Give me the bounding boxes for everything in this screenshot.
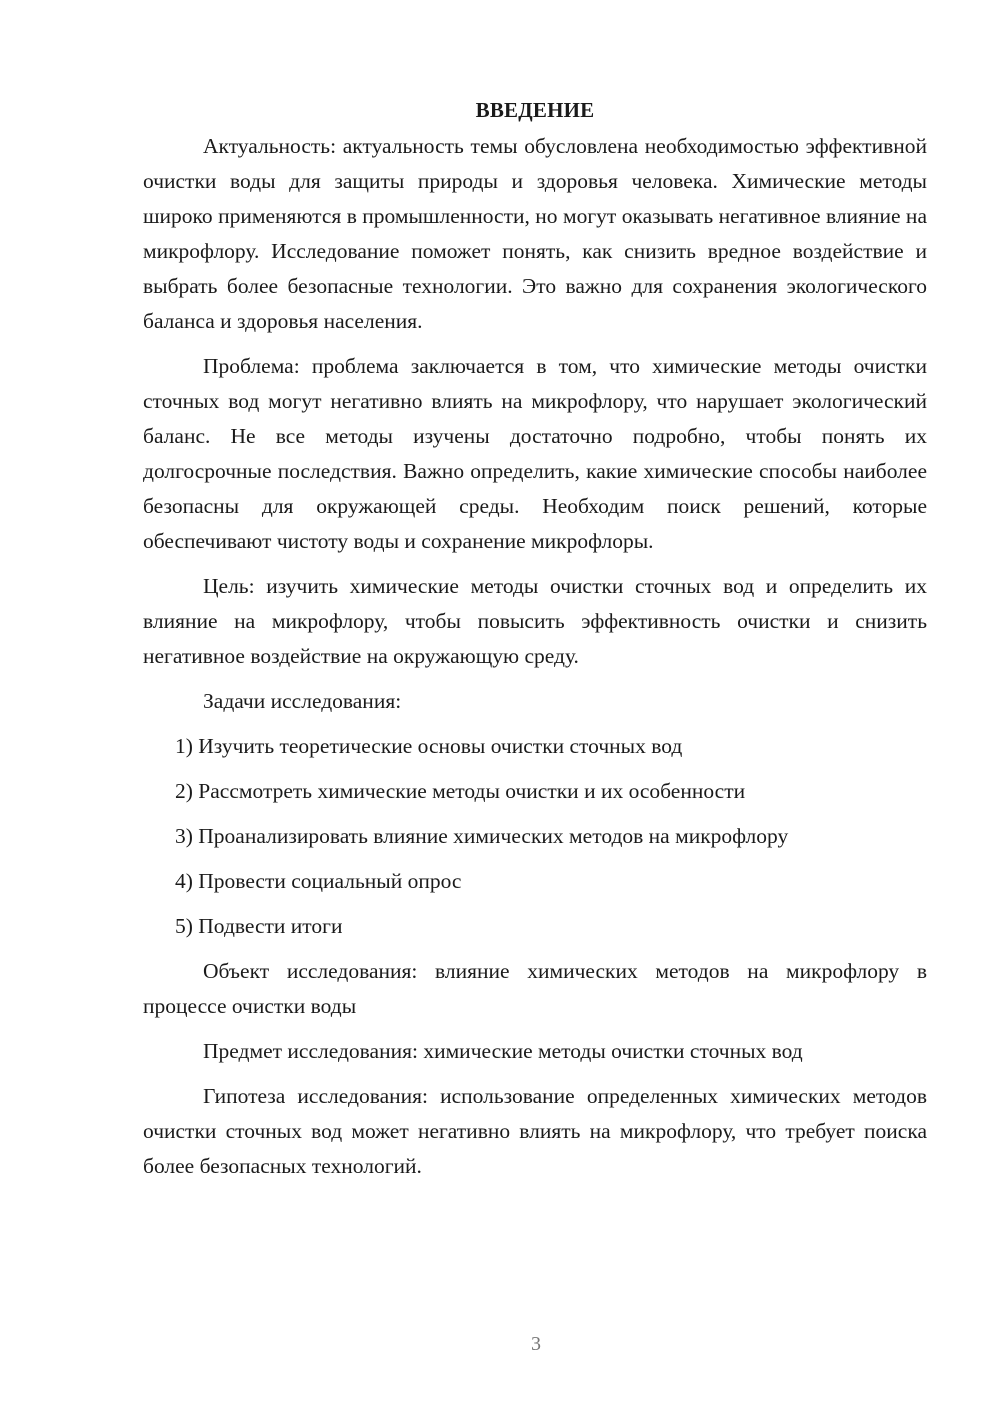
tasks-title: Задачи исследования:	[203, 689, 402, 713]
task-item-4: 4) Провести социальный опрос	[175, 869, 462, 893]
task-item-3: 3) Проанализировать влияние химических методов на микрофлору	[175, 824, 789, 848]
object-paragraph: Объект исследования: влияние химических методов на микрофлору в процессе очистки воды	[143, 959, 927, 1018]
relevance-paragraph: Актуальность: актуальность темы обусловлена необходимостью эффективной очистки воды для защиты природы и здоровья человека. Химические методы широко применяются в промышленности, но могут оказывать негативное влияние на микрофлору. Исследование поможет понять, как снизить вредное воздействие и выбрать более безопасные технологии. Это важно для сохранения экологического баланса и здоровья населения.	[143, 134, 927, 333]
task-item-1: 1) Изучить теоретические основы очистки сточных вод	[175, 734, 683, 758]
page-number: 3	[531, 1333, 541, 1355]
goal-paragraph: Цель: изучить химические методы очистки сточных вод и определить их влияние на микрофлору, чтобы повысить эффективность очистки и снизить негативное воздействие на окружающую среду.	[143, 574, 927, 668]
hypothesis-paragraph: Гипотеза исследования: использование определенных химических методов очистки сточных вод может негативно влиять на микрофлору, что требует поиска более безопасных технологий.	[143, 1084, 927, 1178]
page-content	[143, 95, 927, 1194]
task-list	[143, 729, 927, 944]
page-title: ВВЕДЕНИЕ	[475, 98, 595, 122]
task-item-5: 5) Подвести итоги	[175, 914, 343, 938]
task-item-2: 2) Рассмотреть химические методы очистки и их особенности	[175, 779, 746, 803]
subject-paragraph: Предмет исследования: химические методы очистки сточных вод	[203, 1039, 803, 1063]
problem-paragraph: Проблема: проблема заключается в том, что химические методы очистки сточных вод могут негативно влиять на микрофлору, что нарушает экологический баланс. Не все методы изучены достаточно подробно, чтобы понять их долгосрочные последствия. Важно определить, какие химические способы наиболее безопасны для окружающей среды. Необходим поиск решений, которые обеспечивают чистоту воды и сохранение микрофлоры.	[143, 354, 927, 553]
